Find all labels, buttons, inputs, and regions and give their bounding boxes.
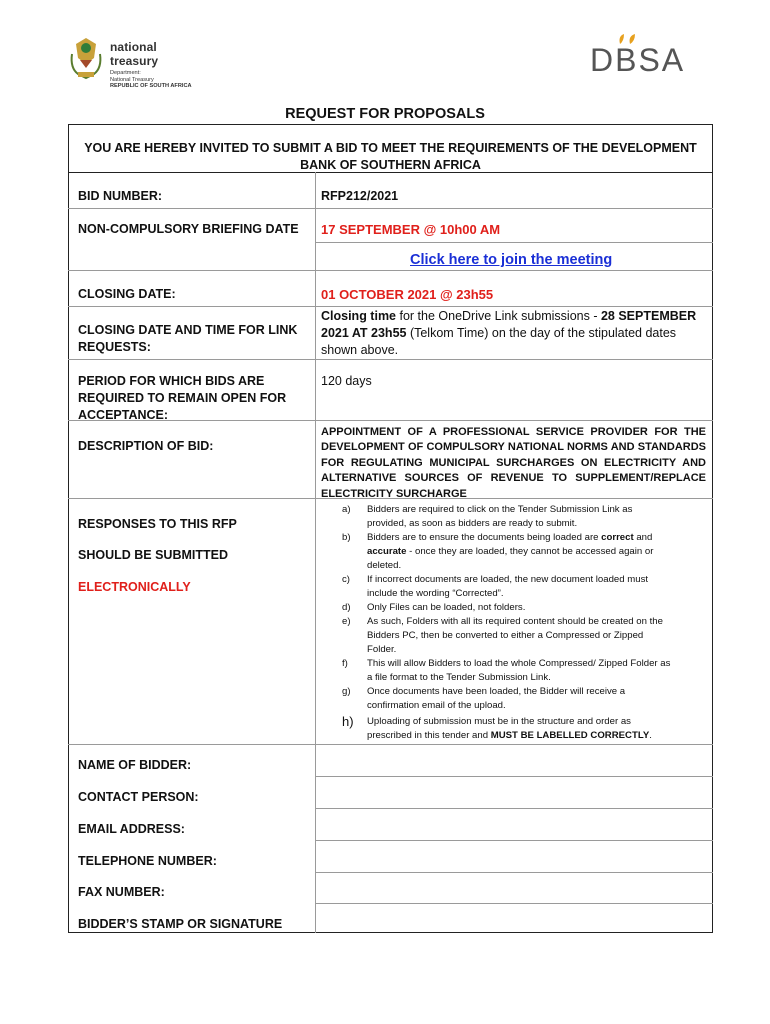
- dbsa-wordmark: DBSA: [590, 42, 686, 78]
- briefing-date-label: NON-COMPULSORY BRIEFING DATE: [78, 222, 299, 236]
- period-value: 120 days: [321, 374, 372, 388]
- fax-number-label: FAX NUMBER:: [78, 885, 165, 899]
- description-value: APPOINTMENT OF A PROFESSIONAL SERVICE PROVIDER FOR THE DEVELOPMENT OF COMPULSORY NATIONAL NORMS AND STANDARDS FOR REGULATING MUNICIPAL SURCHARGES ON ELECTRICITY AND ALTERNATIVE SOURCES OF REVENUE TO SUPPLEMENT/REPLACE ELECTRICITY SURCHARGE: [321, 426, 706, 500]
- email-address-field[interactable]: [316, 809, 712, 840]
- list-item: e) As such, Folders with all its required content should be created on the Bidders PC, then be converted to either a Compressed or Zipped Folder.: [342, 616, 663, 655]
- treasury-line-2: National Treasury: [110, 76, 154, 83]
- briefing-date-value: 17 SEPTEMBER @ 10h00 AM: [321, 222, 501, 237]
- description-label: DESCRIPTION OF BID:: [78, 439, 214, 453]
- link-requests-label: CLOSING DATE AND TIME FOR LINK REQUESTS:: [78, 323, 298, 354]
- list-item: c) If incorrect documents are loaded, the new document loaded must include the wording “Corrected”.: [342, 574, 649, 599]
- submission-instructions-list: [321, 503, 711, 743]
- list-item: g) Once documents have been loaded, the Bidder will receive a confirmation email of the upload.: [342, 686, 626, 711]
- bid-number-label: BID NUMBER:: [78, 189, 163, 203]
- electronically-label: ELECTRONICALLY: [78, 580, 191, 594]
- list-item: f) This will allow Bidders to load the whole Compressed/ Zipped Folder as a file format to the Tender Submission Link.: [342, 658, 671, 683]
- stamp-signature-label: BIDDER’S STAMP OR SIGNATURE: [78, 917, 283, 931]
- document-title: REQUEST FOR PROPOSALS: [285, 106, 485, 122]
- stamp-signature-field[interactable]: [316, 904, 712, 932]
- treasury-title: national treasury: [110, 40, 159, 68]
- list-item: b) Bidders are to ensure the documents being loaded are correct and accurate - once they are loaded, they cannot be accessed again or deleted.: [342, 532, 654, 571]
- bidder-name-field[interactable]: [316, 745, 712, 776]
- telephone-number-field[interactable]: [316, 841, 712, 872]
- rule: [68, 208, 713, 209]
- responses-label: RESPONSES TO THIS RFP: [78, 517, 237, 531]
- treasury-line-1: Department:: [110, 70, 141, 76]
- submitted-label: SHOULD BE SUBMITTED: [78, 548, 228, 562]
- closing-date-label: CLOSING DATE:: [78, 287, 176, 301]
- link-requests-value: Closing time for the OneDrive Link submissions - 28 SEPTEMBER 2021 AT 23h55 (Telkom Time) on the day of the stipulated dates shown above.: [321, 309, 697, 357]
- rule: [68, 270, 713, 271]
- rule: [68, 306, 713, 307]
- period-label: PERIOD FOR WHICH BIDS ARE REQUIRED TO REMAIN OPEN FOR ACCEPTANCE:: [78, 374, 287, 422]
- rule: [315, 242, 713, 243]
- treasury-line-3: REPUBLIC OF SOUTH AFRICA: [110, 83, 192, 90]
- national-treasury-logo: [68, 34, 208, 90]
- join-meeting-link[interactable]: Click here to join the meeting: [410, 252, 613, 268]
- bid-number-value: RFP212/2021: [321, 189, 399, 203]
- email-address-label: EMAIL ADDRESS:: [78, 822, 185, 836]
- dbsa-logo: [590, 36, 690, 80]
- list-item: d) Only Files can be loaded, not folders.: [342, 602, 526, 613]
- telephone-number-label: TELEPHONE NUMBER:: [78, 854, 217, 868]
- list-item: h) Uploading of submission must be in the structure and order as prescribed in this tender and MUST BE LABELLED CORRECTLY.: [342, 714, 652, 741]
- closing-date-value: 01 OCTOBER 2021 @ 23h55: [321, 287, 494, 302]
- list-item: a) Bidders are required to click on the Tender Submission Link as provided, as soon as bidders are ready to submit.: [342, 504, 633, 529]
- fax-number-field[interactable]: [316, 873, 712, 903]
- contact-person-field[interactable]: [316, 777, 712, 808]
- invitation-text: YOU ARE HEREBY INVITED TO SUBMIT A BID TO MEET THE REQUIREMENTS OF THE DEVELOPMENT BANK OF SOUTHERN AFRICA: [84, 141, 697, 172]
- contact-person-label: CONTACT PERSON:: [78, 790, 199, 804]
- rule: [68, 359, 713, 360]
- coat-of-arms-icon: [68, 34, 104, 80]
- bidder-name-label: NAME OF BIDDER:: [78, 758, 192, 772]
